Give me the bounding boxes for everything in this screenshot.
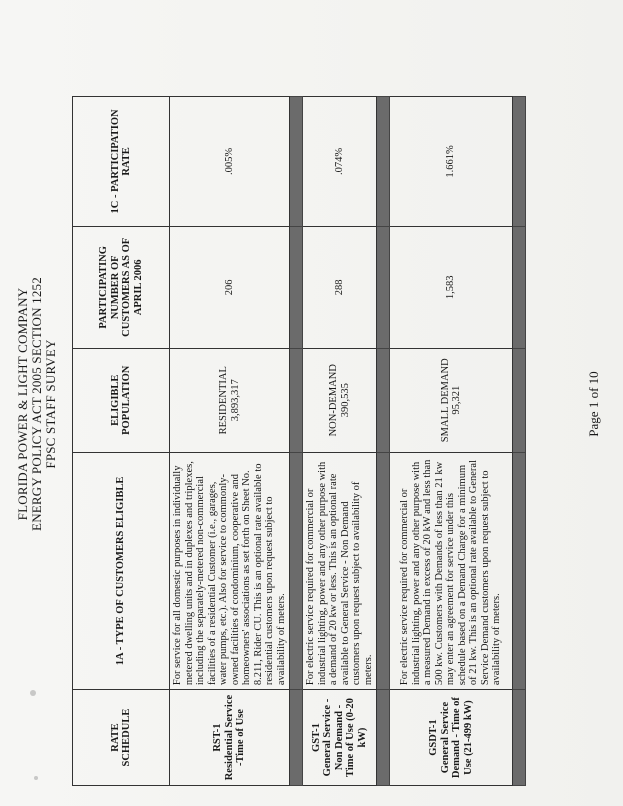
survey-table <box>72 96 526 786</box>
eligibility-description: For electric service required for commercial or industrial lighting, power and any other purpose with a demand of 20 kw or less. This is an optional rate available to General Service - Non Demand customers upon request subject to availability of meters. <box>303 452 377 689</box>
col-participation-rate: 1C - PARTICIPATION RATE <box>73 97 170 227</box>
row-separator <box>513 97 526 786</box>
population-cell <box>390 348 513 452</box>
eligibility-description: For electric service required for commercial or industrial lighting, power and any other purpose with a measured Demand in excess of 20 kW and less than 500 kw. Customers with Demands of less than 21 kw may enter an agreement for service under this schedule based on a Demand Charge for a minimum of 21 kw. This is an optional rate available to General Service Demand customers upon request subject to availability of meters. <box>390 452 513 689</box>
page-number: Page 1 of 10 <box>586 371 601 437</box>
col-eligible-population: ELIGIBLE POPULATION <box>73 348 170 452</box>
participation-rate: 1.661% <box>390 97 513 227</box>
rate-name: General Service - Non Demand - Time of Use (0-20 kW) <box>322 698 368 777</box>
rate-name: Residential Service -Time of Use <box>223 694 247 781</box>
rate-schedule-cell <box>390 690 513 786</box>
population-cell <box>303 348 377 452</box>
table-row <box>390 97 513 786</box>
table-header-row <box>73 97 170 786</box>
row-separator <box>290 97 303 786</box>
rate-code: GST-1 <box>310 723 322 752</box>
rate-schedule-cell <box>303 690 377 786</box>
col-rate-schedule: RATE SCHEDULE <box>73 690 170 786</box>
participating-count: 1,583 <box>390 226 513 348</box>
participating-count: 288 <box>303 226 377 348</box>
table-row <box>170 97 290 786</box>
row-separator <box>377 97 390 786</box>
col-customers-eligible: 1A - TYPE OF CUSTOMERS ELIGIBLE <box>73 452 170 689</box>
population-value: 3,893,317 <box>229 379 241 422</box>
population-value: 95,321 <box>451 385 462 415</box>
population-label: NON-DEMAND <box>328 364 339 437</box>
participating-count: 206 <box>170 226 290 348</box>
scan-speck <box>34 776 38 780</box>
col-participating: PARTICIPATING NUMBER OF CUSTOMERS AS OF APRIL 2006 <box>73 226 170 348</box>
rate-code: RST-1 <box>212 723 224 752</box>
participation-rate: .005% <box>170 97 290 227</box>
eligibility-description: For service for all domestic purposes in individually metered dwelling units and in duplexes and triplexes, including the separately-metered non-commercial facilities of a residential Customer (i.e., garages, water pumps, etc.). Also for service to commonly-owned facilities of condominium, cooperative and homeowners' associations as set forth on Sheet No. 8.211, Rider CU. This is an optional rate available to residential customers upon request subject to availability of meters. <box>170 452 290 689</box>
header-company: FLORIDA POWER & LIGHT COMPANY <box>15 287 30 521</box>
rate-code: GSDT-1 <box>428 719 439 756</box>
population-label: RESIDENTIAL <box>218 366 229 435</box>
header-act: ENERGY POLICY ACT 2005 SECTION 1252 <box>29 277 44 531</box>
population-cell <box>170 348 290 452</box>
scan-speck <box>30 690 36 696</box>
participation-rate: .074% <box>303 97 377 227</box>
rate-name: General Service Demand - Time of Use (21-499 kW) <box>439 697 474 779</box>
header-survey: FPSC STAFF SURVEY <box>43 339 58 469</box>
rate-schedule-cell <box>170 690 290 786</box>
table-row <box>303 97 377 786</box>
population-label: SMALL DEMAND <box>439 358 451 443</box>
document-header <box>16 14 58 794</box>
rotated-content <box>16 14 616 794</box>
population-value: 390,535 <box>339 383 351 418</box>
